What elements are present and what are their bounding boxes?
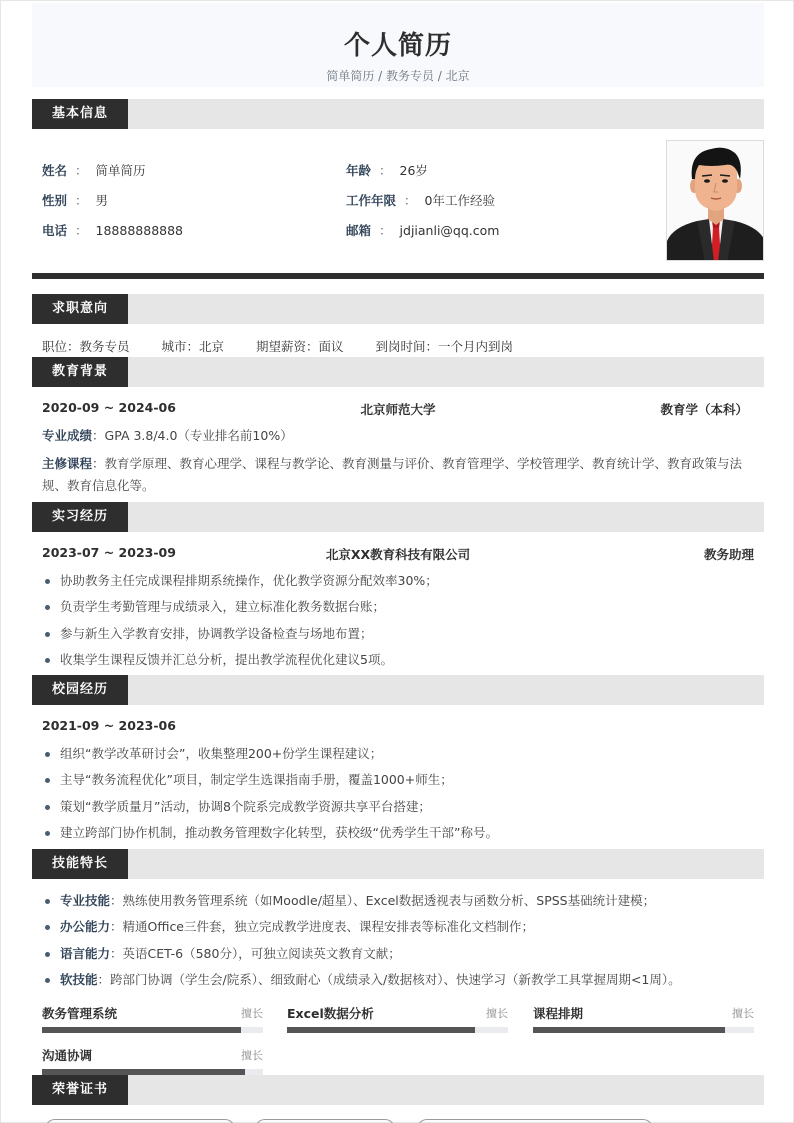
intent-position: 职位：教务专员 [42,339,130,354]
list-item: 组织“教学改革研讨会”，收集整理200+份学生课程建议； [42,743,757,769]
internship-company: 北京XX教育科技有限公司 [325,547,471,562]
internship-bullets [42,570,757,675]
skill-level: 擅长 [732,1007,754,1020]
section-job-intent [32,294,764,324]
info-label: 邮箱 [346,223,372,238]
campus-header-row [42,718,754,736]
courses-label: 主修课程 [42,456,93,471]
skill-label: 语言能力 [60,945,111,961]
info-name: 姓名 ： 简单简历 [42,163,146,178]
info-age: 年龄 ： 26岁 [346,163,428,178]
skill-name: Excel数据分析 [287,1006,374,1021]
list-item: 主导“教务流程优化”项目，制定学生选课指南手册，覆盖1000+师生； [42,769,757,795]
list-item: 协助教务主任完成课程排期系统操作，优化教学资源分配效率30%； [42,570,757,596]
info-value: 简单简历 [95,163,146,178]
skill-progress-fill [287,1027,475,1033]
campus-bullets [42,743,757,848]
info-phone: 电话 ： 18888888888 [42,223,184,238]
skill-label: 专业技能 [60,893,111,908]
info-value: 男 [95,193,109,208]
section-title: 校园经历 [32,675,128,705]
courses-value: ：教育学原理、教育心理学、课程与教学论、教育测量与评价、教育管理学、学校管理学、教育统计学、教育政策与法规、教育信息化等。 [42,456,743,493]
section-basic-info [32,99,764,129]
section-title: 实习经历 [32,502,128,532]
section-title: 技能特长 [32,849,128,879]
skill-name: 教务管理系统 [42,1006,118,1021]
skill-progress-fill [42,1027,241,1033]
honor-badge [45,1119,235,1123]
skill-level: 擅长 [241,1007,263,1020]
skill-label: 办公能力 [60,919,111,935]
skill-bar-item [533,1004,754,1040]
list-item: 办公能力：精通Office三件套，独立完成教学进度表、课程安排表等标准化文档制作； [42,916,757,942]
info-label: 姓名 [42,163,68,178]
info-value: 0年工作经验 [424,193,495,208]
education-school: 北京师范大学 [360,402,436,417]
info-work-years: 工作年限 ： 0年工作经验 [346,193,495,208]
info-email: 邮箱 ： jdjianli@qq.com [346,223,500,238]
list-item: 软技能：跨部门协调（学生会/院系）、细致耐心（成绩录入/数据核对）、快速学习（新教学工具掌握周期<1周）。 [42,969,757,995]
skill-progress-fill [533,1027,725,1033]
list-item: 建立跨部门协作机制，推动教务管理数字化转型，获校级“优秀学生干部”称号。 [42,822,757,848]
campus-period: 2021-09 ~ 2023-06 [42,718,176,733]
skill-bar-item [287,1004,508,1040]
section-skills [32,849,764,879]
gpa-value: ：GPA 3.8/4.0（专业排名前10%） [92,428,293,443]
skill-bar-item [42,1004,263,1040]
info-label: 电话 [42,223,68,238]
skill-name: 沟通协调 [42,1048,93,1063]
info-label: 性别 [42,193,68,208]
skill-level: 擅长 [486,1007,508,1020]
list-item: 策划“教学质量月”活动，协调8个院系完成教学资源共享平台搭建； [42,796,757,822]
list-item: 专业技能：熟练使用教务管理系统（如Moodle/超星）、Excel数据透视表与函数分析、SPSS基础统计建模； [42,890,757,916]
page-title: 个人简历 [343,31,452,61]
skill-progress-track [42,1027,263,1033]
list-item: 参与新生入学教育安排，协调教学设备检查与场地布置； [42,623,757,649]
info-value: 26岁 [399,163,428,178]
avatar [666,140,764,261]
skill-level: 擅长 [241,1049,263,1062]
intent-start-time: 到岗时间：一个月内到岗 [375,339,514,354]
intent-salary: 期望薪资：面议 [256,339,344,354]
education-header-row [42,400,754,418]
internship-period: 2023-07 ~ 2023-09 [42,545,176,560]
skill-name: 课程排期 [533,1006,584,1021]
education-degree: 教育学（本科） [660,402,748,417]
list-item: 语言能力：英语CET-6（580分），可独立阅读英文教育文献； [42,943,757,969]
education-period: 2020-09 ~ 2024-06 [42,400,176,415]
info-value: jdjianli@qq.com [399,223,500,238]
list-item: 收集学生课程反馈并汇总分析，提出教学流程优化建议5项。 [42,649,757,675]
job-intent-row [42,337,541,355]
portrait-illustration-icon [667,141,764,261]
internship-header-row [42,545,754,563]
skill-label: 软技能 [60,971,98,987]
section-education [32,357,764,387]
info-value: 18888888888 [95,223,184,238]
section-divider [32,273,764,279]
intent-city: 城市：北京 [161,339,225,354]
section-honors [32,1075,764,1105]
section-campus [32,675,764,705]
info-label: 年龄 [346,163,372,178]
list-item: 负责学生考勤管理与成绩录入，建立标准化教务数据台账； [42,596,757,622]
info-label: 工作年限 [346,193,397,208]
skills-bullets [42,890,757,995]
internship-role: 教务助理 [703,547,754,562]
section-title: 荣誉证书 [32,1075,128,1105]
section-title: 基本信息 [32,99,128,129]
honor-badge [255,1119,395,1123]
page-subtitle: 简单简历 / 教务专员 / 北京 [326,69,470,83]
gpa-label: 专业成绩 [42,428,93,443]
section-title: 教育背景 [32,357,128,387]
info-gender: 性别 ： 男 [42,193,109,208]
honor-badge [417,1119,653,1123]
skill-progress-track [533,1027,754,1033]
section-internship [32,502,764,532]
skill-progress-track [287,1027,508,1033]
education-gpa [42,425,757,447]
section-title: 求职意向 [32,294,128,324]
education-courses [42,453,757,497]
resume-header [32,3,764,87]
